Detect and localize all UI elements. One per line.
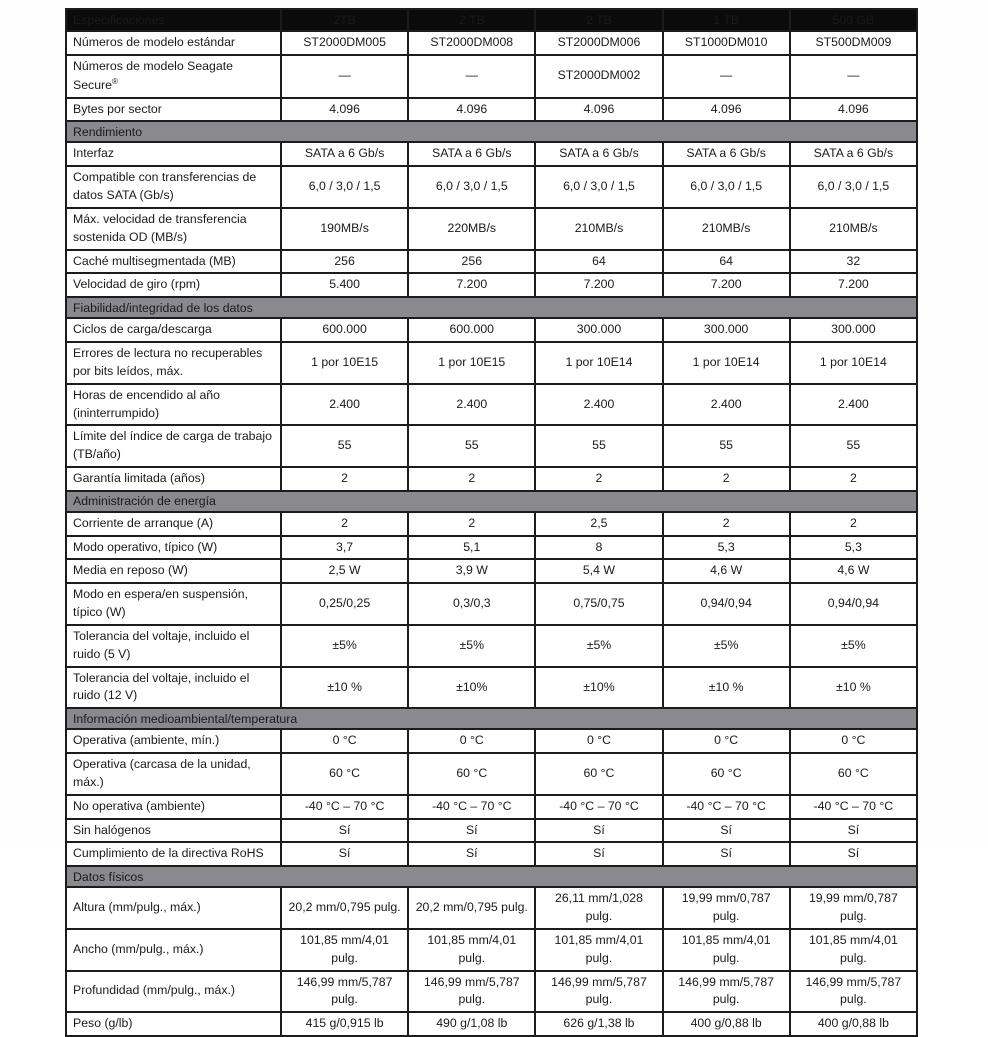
- spec-value: 60 °C: [408, 753, 535, 795]
- spec-value: 2.400: [790, 384, 917, 426]
- spec-value: 0,94/0,94: [790, 583, 917, 625]
- row-label: Modo operativo, típico (W): [66, 536, 281, 560]
- spec-value: 60 °C: [535, 753, 662, 795]
- spec-value: Sí: [535, 842, 662, 866]
- spec-row-ancho-mm-pulg-max: [66, 929, 917, 971]
- row-label: Horas de encendido al año (ininterrumpido): [66, 384, 281, 426]
- spec-value: 2: [790, 467, 917, 491]
- spec-value: 2: [281, 467, 408, 491]
- row-label: Tolerancia del voltaje, incluido el ruido (5 V): [66, 625, 281, 667]
- spec-value: —: [408, 55, 535, 98]
- capacity-column-header: 2 TB: [408, 9, 535, 31]
- spec-value: SATA a 6 Gb/s: [663, 142, 790, 166]
- spec-row-errores-de-lectura-no-recuperables-por-b: [66, 342, 917, 384]
- spec-value: 210MB/s: [663, 208, 790, 250]
- spec-value: 1 por 10E14: [663, 342, 790, 384]
- spec-row-horas-de-encendido-al-ano-ininterrumpido: [66, 384, 917, 426]
- spec-value: —: [663, 55, 790, 98]
- spec-value: 210MB/s: [535, 208, 662, 250]
- spec-value: 2: [790, 512, 917, 536]
- spec-value: 7.200: [663, 273, 790, 297]
- spec-value: 55: [408, 425, 535, 467]
- row-label: Garantía limitada (años): [66, 467, 281, 491]
- row-label: Errores de lectura no recuperables por bits leídos, máx.: [66, 342, 281, 384]
- spec-value: 1 por 10E15: [408, 342, 535, 384]
- spec-value: 101,85 mm/4,01 pulg.: [663, 929, 790, 971]
- spec-value: 2: [535, 467, 662, 491]
- spec-value: 5,4 W: [535, 559, 662, 583]
- spec-value: 64: [663, 250, 790, 274]
- spec-value: ST2000DM008: [408, 31, 535, 55]
- spec-value: 60 °C: [663, 753, 790, 795]
- spec-value: 400 g/0,88 lb: [790, 1012, 917, 1036]
- spec-value: 19,99 mm/0,787 pulg.: [790, 887, 917, 929]
- capacity-column-header: 500 GB: [790, 9, 917, 31]
- spec-value: 101,85 mm/4,01 pulg.: [281, 929, 408, 971]
- spec-value: 55: [281, 425, 408, 467]
- spec-value: ±10 %: [790, 667, 917, 709]
- spec-value: 5,3: [663, 536, 790, 560]
- spec-value: 300.000: [663, 318, 790, 342]
- spec-value: Sí: [790, 819, 917, 843]
- spec-value: 400 g/0,88 lb: [663, 1012, 790, 1036]
- spec-row-interfaz: [66, 142, 917, 166]
- spec-value: 300.000: [535, 318, 662, 342]
- spec-value: 3,9 W: [408, 559, 535, 583]
- spec-value: 0,25/0,25: [281, 583, 408, 625]
- spec-value: SATA a 6 Gb/s: [408, 142, 535, 166]
- capacity-column-header: 1 TB: [663, 9, 790, 31]
- header-row: [66, 9, 917, 31]
- spec-value: ±5%: [790, 625, 917, 667]
- spec-value: 1 por 10E14: [535, 342, 662, 384]
- spec-value: 2: [281, 512, 408, 536]
- spec-value: 4.096: [663, 98, 790, 122]
- row-label: Límite del índice de carga de trabajo (TB/año): [66, 425, 281, 467]
- spec-value: Sí: [408, 842, 535, 866]
- spec-value: 2: [663, 467, 790, 491]
- spec-value: ±10%: [408, 667, 535, 709]
- spec-value: 600.000: [281, 318, 408, 342]
- spec-value: Sí: [663, 819, 790, 843]
- section-title: Rendimiento: [66, 121, 917, 142]
- section-row-fiabilidad-integridad-de-los-datos: [66, 297, 917, 318]
- spec-value: 4,6 W: [790, 559, 917, 583]
- row-label: Peso (g/lb): [66, 1012, 281, 1036]
- spec-value: 5,1: [408, 536, 535, 560]
- row-label: Sin halógenos: [66, 819, 281, 843]
- spec-row-no-operativa-ambiente: [66, 795, 917, 819]
- spec-value: 256: [408, 250, 535, 274]
- spec-row-profundidad-mm-pulg-max: [66, 971, 917, 1013]
- spec-value: 60 °C: [281, 753, 408, 795]
- section-row-informacion-medioambiental-temperatura: [66, 708, 917, 729]
- spec-row-corriente-de-arranque-a: [66, 512, 917, 536]
- spec-value: 64: [535, 250, 662, 274]
- spec-value: 19,99 mm/0,787 pulg.: [663, 887, 790, 929]
- spec-value: 20,2 mm/0,795 pulg.: [408, 887, 535, 929]
- spec-value: 210MB/s: [790, 208, 917, 250]
- spec-value: -40 °C – 70 °C: [663, 795, 790, 819]
- row-label: Caché multisegmentada (MB): [66, 250, 281, 274]
- spec-value: 300.000: [790, 318, 917, 342]
- spec-value: 1 por 10E14: [790, 342, 917, 384]
- row-label: Media en reposo (W): [66, 559, 281, 583]
- spec-sheet: [65, 8, 918, 1037]
- spec-row-compatible-con-transferencias-de-datos-s: [66, 166, 917, 208]
- spec-value: 7.200: [408, 273, 535, 297]
- spec-value: -40 °C – 70 °C: [408, 795, 535, 819]
- row-label: Profundidad (mm/pulg., máx.): [66, 971, 281, 1013]
- row-label: Corriente de arranque (A): [66, 512, 281, 536]
- spec-row-numeros-de-modelo-seagate-secure: [66, 55, 917, 98]
- spec-value: 101,85 mm/4,01 pulg.: [790, 929, 917, 971]
- spec-value: 55: [663, 425, 790, 467]
- section-row-administracion-de-energia: [66, 491, 917, 512]
- spec-value: 5,3: [790, 536, 917, 560]
- spec-row-cache-multisegmentada-mb: [66, 250, 917, 274]
- spec-row-operativa-ambiente-min: [66, 729, 917, 753]
- spec-value: ±10%: [535, 667, 662, 709]
- spec-value: 146,99 mm/5,787 pulg.: [408, 971, 535, 1013]
- spec-value: Sí: [535, 819, 662, 843]
- row-label: Números de modelo Seagate Secure®: [66, 55, 281, 98]
- spec-value: 6,0 / 3,0 / 1,5: [408, 166, 535, 208]
- spec-value: 2.400: [535, 384, 662, 426]
- spec-value: ±5%: [408, 625, 535, 667]
- spec-value: SATA a 6 Gb/s: [790, 142, 917, 166]
- spec-value: 6,0 / 3,0 / 1,5: [663, 166, 790, 208]
- spec-value: 146,99 mm/5,787 pulg.: [663, 971, 790, 1013]
- spec-row-cumplimiento-de-la-directiva-rohs: [66, 842, 917, 866]
- spec-value: SATA a 6 Gb/s: [535, 142, 662, 166]
- spec-row-tolerancia-del-voltaje-incluido-el-ruido: [66, 667, 917, 709]
- section-row-datos-fisicos: [66, 866, 917, 887]
- section-title: Datos físicos: [66, 866, 917, 887]
- spec-value: 8: [535, 536, 662, 560]
- spec-value: 2.400: [408, 384, 535, 426]
- spec-value: 101,85 mm/4,01 pulg.: [535, 929, 662, 971]
- spec-value: ST1000DM010: [663, 31, 790, 55]
- spec-value: 60 °C: [790, 753, 917, 795]
- spec-value: 220MB/s: [408, 208, 535, 250]
- spec-value: 146,99 mm/5,787 pulg.: [790, 971, 917, 1013]
- row-label: No operativa (ambiente): [66, 795, 281, 819]
- spec-value: 0 °C: [281, 729, 408, 753]
- spec-value: ±5%: [535, 625, 662, 667]
- spec-value: ST2000DM005: [281, 31, 408, 55]
- spec-row-modo-en-espera-en-suspension-tipico-w: [66, 583, 917, 625]
- spec-value: 5.400: [281, 273, 408, 297]
- spec-row-operativa-carcasa-de-la-unidad-max: [66, 753, 917, 795]
- spec-value: 490 g/1,08 lb: [408, 1012, 535, 1036]
- spec-value: 26,11 mm/1,028 pulg.: [535, 887, 662, 929]
- spec-value: 6,0 / 3,0 / 1,5: [535, 166, 662, 208]
- spec-row-limite-del-indice-de-carga-de-trabajo-tb: [66, 425, 917, 467]
- spec-value: ST2000DM006: [535, 31, 662, 55]
- spec-value: 6,0 / 3,0 / 1,5: [281, 166, 408, 208]
- spec-value: 2: [408, 467, 535, 491]
- row-label: Altura (mm/pulg., máx.): [66, 887, 281, 929]
- spec-value: 6,0 / 3,0 / 1,5: [790, 166, 917, 208]
- row-label: Interfaz: [66, 142, 281, 166]
- table-header: [66, 9, 917, 31]
- spec-row-sin-halogenos: [66, 819, 917, 843]
- spec-value: Sí: [790, 842, 917, 866]
- spec-row-velocidad-de-giro-rpm: [66, 273, 917, 297]
- spec-value: 146,99 mm/5,787 pulg.: [535, 971, 662, 1013]
- spec-value: 0 °C: [535, 729, 662, 753]
- spec-value: ST500DM009: [790, 31, 917, 55]
- spec-value: 0 °C: [790, 729, 917, 753]
- spec-value: 4.096: [535, 98, 662, 122]
- row-label: Números de modelo estándar: [66, 31, 281, 55]
- spec-value: 600.000: [408, 318, 535, 342]
- spec-value: 0 °C: [663, 729, 790, 753]
- spec-value: 4.096: [281, 98, 408, 122]
- spec-row-altura-mm-pulg-max: [66, 887, 917, 929]
- spec-row-bytes-por-sector: [66, 98, 917, 122]
- spec-value: -40 °C – 70 °C: [790, 795, 917, 819]
- spec-row-max-velocidad-de-transferencia-sostenida: [66, 208, 917, 250]
- row-label: Bytes por sector: [66, 98, 281, 122]
- spec-row-peso-g-lb: [66, 1012, 917, 1036]
- spec-row-garantia-limitada-anos: [66, 467, 917, 491]
- spec-row-modo-operativo-tipico-w: [66, 536, 917, 560]
- spec-value: 4.096: [790, 98, 917, 122]
- row-label: Operativa (ambiente, mín.): [66, 729, 281, 753]
- spec-value: ±5%: [663, 625, 790, 667]
- spec-value: 0,3/0,3: [408, 583, 535, 625]
- row-label: Ciclos de carga/descarga: [66, 318, 281, 342]
- spec-value: ±5%: [281, 625, 408, 667]
- spec-value: 55: [535, 425, 662, 467]
- section-title: Información medioambiental/temperatura: [66, 708, 917, 729]
- spec-row-ciclos-de-carga-descarga: [66, 318, 917, 342]
- spec-row-media-en-reposo-w: [66, 559, 917, 583]
- spec-row-numeros-de-modelo-estandar: [66, 31, 917, 55]
- row-label: Cumplimiento de la directiva RoHS: [66, 842, 281, 866]
- spec-value: 415 g/0,915 lb: [281, 1012, 408, 1036]
- row-label: Tolerancia del voltaje, incluido el ruido (12 V): [66, 667, 281, 709]
- spec-value: Sí: [281, 842, 408, 866]
- spec-value: —: [790, 55, 917, 98]
- spec-value: ST2000DM002: [535, 55, 662, 98]
- section-row-rendimiento: [66, 121, 917, 142]
- spec-value: 101,85 mm/4,01 pulg.: [408, 929, 535, 971]
- spec-value: 3,7: [281, 536, 408, 560]
- spec-value: 32: [790, 250, 917, 274]
- spec-value: 2,5 W: [281, 559, 408, 583]
- spec-value: 0,94/0,94: [663, 583, 790, 625]
- row-label: Velocidad de giro (rpm): [66, 273, 281, 297]
- capacity-column-header: 2 TB: [535, 9, 662, 31]
- spec-value: 55: [790, 425, 917, 467]
- spec-value: 256: [281, 250, 408, 274]
- spec-value: 7.200: [790, 273, 917, 297]
- specifications-table: [65, 8, 918, 1037]
- spec-value: 2.400: [663, 384, 790, 426]
- spec-row-tolerancia-del-voltaje-incluido-el-ruido: [66, 625, 917, 667]
- row-label: Operativa (carcasa de la unidad, máx.): [66, 753, 281, 795]
- spec-value: —: [281, 55, 408, 98]
- registered-trademark-symbol: ®: [111, 76, 118, 86]
- spec-value: Sí: [281, 819, 408, 843]
- spec-value: Sí: [408, 819, 535, 843]
- row-label: Compatible con transferencias de datos SATA (Gb/s): [66, 166, 281, 208]
- spec-value: 146,99 mm/5,787 pulg.: [281, 971, 408, 1013]
- spec-value: 190MB/s: [281, 208, 408, 250]
- spec-value: 626 g/1,38 lb: [535, 1012, 662, 1036]
- capacity-column-header: 2TB: [281, 9, 408, 31]
- row-label: Ancho (mm/pulg., máx.): [66, 929, 281, 971]
- section-title: Fiabilidad/integridad de los datos: [66, 297, 917, 318]
- spec-value: 2: [663, 512, 790, 536]
- header-label: Especificaciones: [66, 9, 281, 31]
- row-label: Máx. velocidad de transferencia sostenida OD (MB/s): [66, 208, 281, 250]
- spec-value: Sí: [663, 842, 790, 866]
- spec-value: 1 por 10E15: [281, 342, 408, 384]
- row-label: Modo en espera/en suspensión, típico (W): [66, 583, 281, 625]
- spec-value: ±10 %: [281, 667, 408, 709]
- spec-value: 7.200: [535, 273, 662, 297]
- spec-value: ±10 %: [663, 667, 790, 709]
- spec-value: -40 °C – 70 °C: [281, 795, 408, 819]
- spec-value: 2.400: [281, 384, 408, 426]
- spec-value: 2: [408, 512, 535, 536]
- spec-value: 20,2 mm/0,795 pulg.: [281, 887, 408, 929]
- spec-value: 2,5: [535, 512, 662, 536]
- spec-value: 0 °C: [408, 729, 535, 753]
- table-body: [66, 31, 917, 1036]
- spec-value: -40 °C – 70 °C: [535, 795, 662, 819]
- spec-value: 4,6 W: [663, 559, 790, 583]
- section-title: Administración de energía: [66, 491, 917, 512]
- spec-value: 0,75/0,75: [535, 583, 662, 625]
- spec-value: 4.096: [408, 98, 535, 122]
- spec-value: SATA a 6 Gb/s: [281, 142, 408, 166]
